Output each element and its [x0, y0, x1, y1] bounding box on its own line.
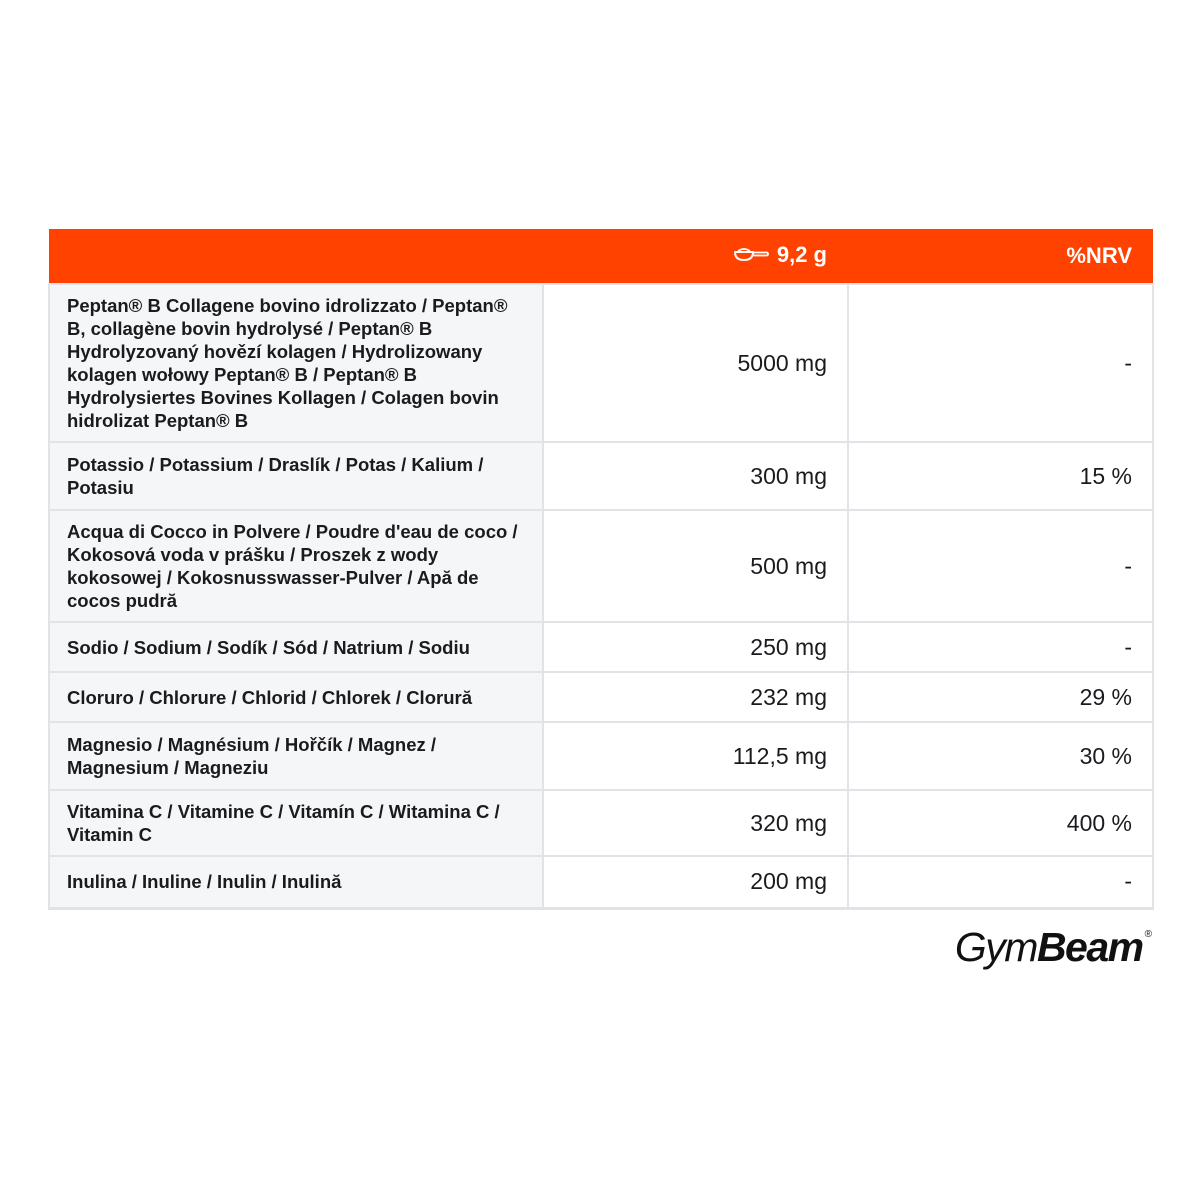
ingredient-amount: 200 mg: [543, 856, 848, 908]
ingredient-name: Vitamina C / Vitamine C / Vitamín C / Witamina C / Vitamin C: [49, 790, 543, 856]
brand-logo-light: Gym: [954, 924, 1037, 970]
header-serving-cell: [543, 229, 848, 284]
table-row: [49, 510, 1153, 622]
table-header-row: [49, 229, 1153, 284]
ingredient-nrv: -: [848, 856, 1153, 908]
table-row: [49, 284, 1153, 442]
header-serving-label: 9,2 g: [776, 242, 827, 267]
ingredient-nrv: -: [848, 510, 1153, 622]
ingredient-nrv: -: [848, 284, 1153, 442]
ingredient-name: Sodio / Sodium / Sodík / Sód / Natrium / Sodiu: [49, 622, 543, 672]
ingredient-nrv: 29 %: [848, 672, 1153, 722]
header-ingredient-cell: [49, 229, 543, 284]
ingredient-name: Peptan® B Collagene bovino idrolizzato / Peptan® B, collagène bovin hydrolysé / Peptan® B Hydrolyzovaný hovězí kolagen / Hydrolizowany kolagen wołowy Peptan® B / Peptan® B Hydrolysiertes Bovines Kollagen / Colagen bovin hidrolizat Peptan® B: [49, 284, 543, 442]
table-row: [49, 790, 1153, 856]
ingredient-name: Potassio / Potassium / Draslík / Potas / Kalium / Potasiu: [49, 442, 543, 510]
ingredient-amount: 320 mg: [543, 790, 848, 856]
ingredient-name: Cloruro / Chlorure / Chlorid / Chlorek / Clorură: [49, 672, 543, 722]
brand-logo: [955, 924, 1152, 972]
brand-logo-bold: Beam: [1036, 924, 1143, 970]
ingredient-amount: 232 mg: [543, 672, 848, 722]
ingredient-amount: 112,5 mg: [543, 722, 848, 790]
ingredient-name: Inulina / Inuline / Inulin / Inulină: [49, 856, 543, 908]
ingredient-name: Magnesio / Magnésium / Hořčík / Magnez / Magnesium / Magneziu: [49, 722, 543, 790]
ingredient-amount: 500 mg: [543, 510, 848, 622]
ingredient-name: Acqua di Cocco in Polvere / Poudre d'eau de coco / Kokosová voda v prášku / Proszek z wody kokosowej / Kokosnusswasser-Pulver / Apă de cocos pudră: [49, 510, 543, 622]
ingredient-amount: 5000 mg: [543, 284, 848, 442]
header-nrv-label: %NRV: [1066, 243, 1132, 268]
registered-mark: ®: [1144, 929, 1152, 940]
table-row: [49, 622, 1153, 672]
ingredient-amount: 250 mg: [543, 622, 848, 672]
scoop-icon: [733, 244, 769, 270]
table-row: [49, 856, 1153, 908]
header-nrv-cell: [848, 229, 1153, 284]
ingredient-amount: 300 mg: [543, 442, 848, 510]
ingredient-nrv: 15 %: [848, 442, 1153, 510]
table-row: [49, 672, 1153, 722]
table-row: [49, 722, 1153, 790]
nutrition-table: [48, 229, 1154, 910]
ingredient-nrv: -: [848, 622, 1153, 672]
table-row: [49, 442, 1153, 510]
ingredient-nrv: 400 %: [848, 790, 1153, 856]
ingredient-nrv: 30 %: [848, 722, 1153, 790]
